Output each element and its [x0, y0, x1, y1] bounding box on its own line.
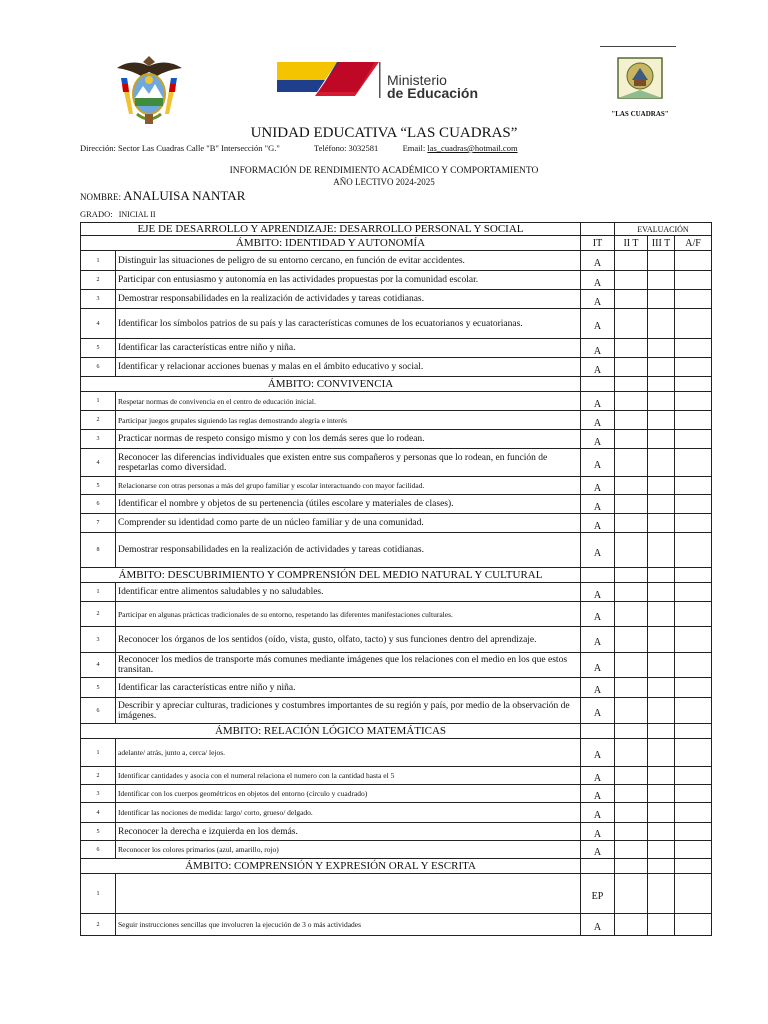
grade-it: A: [581, 430, 615, 449]
row-number: 2: [81, 271, 116, 290]
grade-empty: [615, 767, 648, 785]
row-number: 4: [81, 309, 116, 339]
row-number: 5: [81, 823, 116, 841]
school-caption: "LAS CUADRAS": [611, 110, 669, 118]
ministry-name-line1: Ministerio: [387, 72, 447, 88]
grade-empty: [648, 914, 675, 936]
grade-it: A: [581, 271, 615, 290]
grade-it: A: [581, 583, 615, 602]
grade-empty: [675, 290, 712, 309]
grade-empty: [615, 874, 648, 914]
grade-empty: [648, 514, 675, 533]
table-row: [81, 495, 712, 514]
grade-label: GRADO:: [80, 209, 113, 219]
table-row: [81, 290, 712, 309]
indicator-text: Demostrar responsabilidades en la realización de actividades y tareas cotidianas.: [116, 533, 581, 568]
indicator-text: Identificar el nombre y objetos de su pertenencia (útiles escolare y materiales de clases).: [116, 495, 581, 514]
grade-it: A: [581, 411, 615, 430]
table-row: [81, 874, 712, 914]
grade-it: A: [581, 449, 615, 477]
grade-empty: [675, 841, 712, 859]
grade-empty: [675, 358, 712, 377]
grade-empty: [675, 271, 712, 290]
email-label: Email:: [402, 143, 426, 153]
section-title: ÁMBITO: CONVIVENCIA: [81, 377, 581, 392]
grade-it: A: [581, 477, 615, 495]
row-number: 4: [81, 653, 116, 678]
blank-header-cell: [581, 223, 615, 236]
table-row: [81, 627, 712, 653]
table-row: [81, 477, 712, 495]
indicator-text: Reconocer las diferencias individuales que existen entre sus compañeros y personas que lo rodean, en función de respetarlas como diversidad.: [116, 449, 581, 477]
grade-empty: [648, 785, 675, 803]
row-number: 1: [81, 874, 116, 914]
grade-empty: [615, 627, 648, 653]
grade-it: A: [581, 339, 615, 358]
indicator-text: Reconocer los órganos de los sentidos (oído, vista, gusto, olfato, tacto) y sus funciones dentro del aprendizaje.: [116, 627, 581, 653]
indicator-text: Comprender su identidad como parte de un núcleo familiar y de una comunidad.: [116, 514, 581, 533]
row-number: 7: [81, 514, 116, 533]
indicator-text: Distinguir las situaciones de peligro de su entorno cercano, en función de evitar accidentes.: [116, 251, 581, 271]
evaluation-label: EVALUACIÓN: [615, 223, 712, 236]
section-title: ÁMBITO: DESCUBRIMIENTO Y COMPRENSIÓN DEL MEDIO NATURAL Y CULTURAL: [81, 568, 581, 583]
indicator-text: Identificar los símbolos patrios de su país y las características comunes de los ecuatorianos y ecuatorianas.: [116, 309, 581, 339]
grade-it: A: [581, 841, 615, 859]
grade-empty: [648, 874, 675, 914]
grade-empty: [615, 785, 648, 803]
page-title: UNIDAD EDUCATIVA “LAS CUADRAS”: [250, 125, 518, 141]
grade-empty: [675, 583, 712, 602]
axis-header-row: [81, 223, 712, 236]
indicator-text: Describir y apreciar culturas, tradiciones y costumbres importantes de su región y país, por medio de la observación de imágenes.: [116, 698, 581, 724]
grade-empty: [615, 533, 648, 568]
indicator-text: Participar juegos grupales siguiendo las reglas demostrando alegría e interés: [116, 411, 581, 430]
indicator-text: Identificar las características entre niño y niña.: [116, 678, 581, 698]
grade-it: A: [581, 739, 615, 767]
grade-empty: [675, 495, 712, 514]
table-row: [81, 914, 712, 936]
grade-empty: [615, 392, 648, 411]
grade-empty: [675, 533, 712, 568]
row-number: 3: [81, 785, 116, 803]
grade-row: [80, 209, 156, 219]
grade-empty: [675, 767, 712, 785]
grade-empty: [648, 533, 675, 568]
school-crest-icon: [612, 56, 668, 104]
table-row: [81, 602, 712, 627]
grade-empty: [648, 358, 675, 377]
empty-cell: [675, 377, 712, 392]
table-row: [81, 583, 712, 602]
grade-empty: [615, 803, 648, 823]
section-header-row: [81, 568, 712, 583]
section-header-row: [81, 724, 712, 739]
table-row: [81, 785, 712, 803]
grade-empty: [615, 914, 648, 936]
row-number: 8: [81, 533, 116, 568]
grade-empty: [615, 653, 648, 678]
ministry-name-line2: de Educación: [387, 85, 479, 101]
section-title: ÁMBITO: RELACIÓN LÓGICO MATEMÁTICAS: [81, 724, 581, 739]
grade-empty: [615, 411, 648, 430]
name-label: NOMBRE:: [80, 192, 122, 202]
evaluation-table: [80, 222, 712, 936]
empty-cell: [648, 859, 675, 874]
row-number: 6: [81, 841, 116, 859]
coat-of-arms-icon: [107, 54, 192, 128]
section-title: ÁMBITO: COMPRENSIÓN Y EXPRESIÓN ORAL Y ESCRITA: [81, 859, 581, 874]
grade-it: A: [581, 823, 615, 841]
grade-empty: [648, 392, 675, 411]
indicator-text: Identificar cantidades y asocia con el numeral relaciona el numero con la cantidad hasta el 5: [116, 767, 581, 785]
ministry-logo: [275, 58, 515, 104]
grade-empty: [615, 823, 648, 841]
empty-cell: [648, 724, 675, 739]
empty-cell: [581, 377, 615, 392]
row-number: 6: [81, 358, 116, 377]
grade-empty: [648, 602, 675, 627]
grade-it: A: [581, 514, 615, 533]
indicator-text: Identificar entre alimentos saludables y no saludables.: [116, 583, 581, 602]
row-number: 3: [81, 627, 116, 653]
grade-empty: [615, 449, 648, 477]
grade-empty: [675, 449, 712, 477]
empty-cell: [675, 724, 712, 739]
grade-empty: [675, 411, 712, 430]
table-row: [81, 251, 712, 271]
grade-empty: [648, 477, 675, 495]
contact-line: [80, 143, 518, 153]
grade-empty: [615, 841, 648, 859]
grade-empty: [648, 739, 675, 767]
section-header-row: [81, 859, 712, 874]
table-row: [81, 411, 712, 430]
empty-cell: [615, 859, 648, 874]
table-row: [81, 339, 712, 358]
grade-empty: [675, 698, 712, 724]
table-row: [81, 309, 712, 339]
grade-it: A: [581, 309, 615, 339]
section-title: ÁMBITO: IDENTIDAD Y AUTONOMÍA: [81, 236, 581, 251]
row-number: 6: [81, 495, 116, 514]
grade-empty: [675, 602, 712, 627]
grade-it: A: [581, 653, 615, 678]
column-header: II T: [615, 236, 648, 251]
indicator-text: Participar en algunas prácticas tradicionales de su entorno, respetando las diferentes manifestaciones culturales.: [116, 602, 581, 627]
empty-cell: [675, 568, 712, 583]
grade-empty: [648, 309, 675, 339]
grade-empty: [675, 803, 712, 823]
grade-empty: [648, 251, 675, 271]
grade-it: A: [581, 803, 615, 823]
grade-it: EP: [581, 874, 615, 914]
grade-empty: [648, 271, 675, 290]
grade-value: INICIAL II: [118, 210, 156, 219]
row-number: 1: [81, 583, 116, 602]
indicator-text: Reconocer los colores primarios (azul, amarillo, rojo): [116, 841, 581, 859]
grade-empty: [615, 309, 648, 339]
grade-empty: [615, 739, 648, 767]
phone-text: Teléfono: 3032581: [313, 143, 379, 153]
grade-empty: [648, 339, 675, 358]
table-row: [81, 430, 712, 449]
indicator-text: Identificar y relacionar acciones buenas y malas en el ámbito educativo y social.: [116, 358, 581, 377]
grade-empty: [675, 914, 712, 936]
indicator-text: Seguir instrucciones sencillas que involucren la ejecución de 3 o más actividades: [116, 914, 581, 936]
grade-empty: [615, 271, 648, 290]
grade-empty: [648, 430, 675, 449]
grade-empty: [615, 698, 648, 724]
grade-empty: [615, 339, 648, 358]
grade-it: A: [581, 698, 615, 724]
row-number: 4: [81, 803, 116, 823]
empty-cell: [615, 377, 648, 392]
grade-empty: [675, 251, 712, 271]
grade-empty: [615, 358, 648, 377]
indicator-text: Reconocer la derecha e izquierda en los demás.: [116, 823, 581, 841]
grade-it: A: [581, 678, 615, 698]
grade-empty: [675, 627, 712, 653]
grade-empty: [675, 739, 712, 767]
grade-empty: [648, 678, 675, 698]
grade-empty: [675, 309, 712, 339]
grade-empty: [675, 678, 712, 698]
row-number: 2: [81, 602, 116, 627]
indicator-text: Respetar normas de convivencia en el centro de educación inicial.: [116, 392, 581, 411]
row-number: 6: [81, 698, 116, 724]
row-number: 5: [81, 678, 116, 698]
indicator-text: Reconocer los medios de transporte más comunes mediante imágenes que los relaciones con el medio en los que estos transitan.: [116, 653, 581, 678]
axis-title: EJE DE DESARROLLO Y APRENDIZAJE: DESARROLLO PERSONAL Y SOCIAL: [81, 223, 581, 236]
table-row: [81, 392, 712, 411]
empty-cell: [648, 377, 675, 392]
top-rule: [600, 46, 676, 47]
row-number: 2: [81, 767, 116, 785]
grade-it: A: [581, 290, 615, 309]
table-row: [81, 823, 712, 841]
grade-empty: [615, 477, 648, 495]
grade-empty: [648, 841, 675, 859]
grade-empty: [675, 477, 712, 495]
email-link[interactable]: las_cuadras@hotmail.com: [427, 143, 518, 153]
grade-empty: [675, 430, 712, 449]
table-row: [81, 514, 712, 533]
empty-cell: [581, 568, 615, 583]
empty-cell: [581, 724, 615, 739]
grade-empty: [675, 874, 712, 914]
grade-empty: [648, 767, 675, 785]
grade-empty: [648, 653, 675, 678]
section-header-row: [81, 236, 712, 251]
grade-empty: [648, 449, 675, 477]
grade-it: A: [581, 392, 615, 411]
table-row: [81, 358, 712, 377]
grade-empty: [615, 678, 648, 698]
student-name: ANALUISA NANTAR: [123, 188, 246, 203]
grade-it: A: [581, 914, 615, 936]
empty-cell: [675, 859, 712, 874]
row-number: 2: [81, 411, 116, 430]
grade-empty: [648, 495, 675, 514]
indicator-text: Relacionarse con otras personas a más del grupo familiar y escolar interactuando con mayor facilidad.: [116, 477, 581, 495]
address-text: Dirección: Sector Las Cuadras Calle "B" Intersección "G.": [80, 143, 280, 153]
grade-empty: [648, 803, 675, 823]
grade-empty: [675, 653, 712, 678]
row-number: 1: [81, 251, 116, 271]
indicator-text: Demostrar responsabilidades en la realización de actividades y tareas cotidianas.: [116, 290, 581, 309]
row-number: 3: [81, 290, 116, 309]
grade-empty: [648, 583, 675, 602]
grade-empty: [615, 251, 648, 271]
grade-it: A: [581, 495, 615, 514]
grade-empty: [648, 411, 675, 430]
grade-it: A: [581, 358, 615, 377]
table-row: [81, 678, 712, 698]
row-number: 5: [81, 477, 116, 495]
grade-it: A: [581, 602, 615, 627]
grade-it: A: [581, 767, 615, 785]
row-number: 3: [81, 430, 116, 449]
grade-empty: [615, 495, 648, 514]
grade-empty: [615, 290, 648, 309]
grade-it: A: [581, 251, 615, 271]
grade-empty: [648, 823, 675, 841]
grade-it: A: [581, 533, 615, 568]
table-row: [81, 841, 712, 859]
indicator-text: Identificar las características entre niño y niña.: [116, 339, 581, 358]
column-header: IT: [581, 236, 615, 251]
table-row: [81, 767, 712, 785]
row-number: 2: [81, 914, 116, 936]
row-number: 4: [81, 449, 116, 477]
table-row: [81, 739, 712, 767]
row-number: 1: [81, 739, 116, 767]
table-row: [81, 803, 712, 823]
table-row: [81, 449, 712, 477]
grade-empty: [615, 583, 648, 602]
grade-empty: [648, 698, 675, 724]
grade-empty: [615, 430, 648, 449]
indicator-text: adelante/ atrás, junto a, cerca/ lejos.: [116, 739, 581, 767]
section-header-row: [81, 377, 712, 392]
row-number: 1: [81, 392, 116, 411]
indicator-text: Identificar las nociones de medida: largo/ corto, grueso/ delgado.: [116, 803, 581, 823]
indicator-text: Participar con entusiasmo y autonomía en las actividades propuestas por la comunidad escolar.: [116, 271, 581, 290]
grade-empty: [648, 290, 675, 309]
empty-cell: [615, 568, 648, 583]
table-row: [81, 533, 712, 568]
grade-empty: [648, 627, 675, 653]
indicator-text: Identificar con los cuerpos geométricos en objetos del entorno (círculo y cuadrado): [116, 785, 581, 803]
row-number: 5: [81, 339, 116, 358]
grade-empty: [675, 785, 712, 803]
grade-empty: [615, 514, 648, 533]
school-year: AÑO LECTIVO 2024-2025: [333, 177, 435, 187]
empty-cell: [581, 859, 615, 874]
grade-empty: [675, 392, 712, 411]
grade-empty: [675, 339, 712, 358]
grade-empty: [675, 823, 712, 841]
table-row: [81, 653, 712, 678]
grade-empty: [615, 602, 648, 627]
report-title: INFORMACIÓN DE RENDIMIENTO ACADÉMICO Y COMPORTAMIENTO: [229, 166, 539, 176]
student-name-row: [80, 188, 245, 204]
grade-empty: [675, 514, 712, 533]
empty-cell: [648, 568, 675, 583]
table-row: [81, 271, 712, 290]
column-header: III T: [648, 236, 675, 251]
empty-cell: [615, 724, 648, 739]
grade-it: A: [581, 785, 615, 803]
grade-it: A: [581, 627, 615, 653]
indicator-text: [116, 874, 581, 914]
indicator-text: Practicar normas de respeto consigo mismo y con los demás seres que lo rodean.: [116, 430, 581, 449]
table-row: [81, 698, 712, 724]
column-header: A/F: [675, 236, 712, 251]
